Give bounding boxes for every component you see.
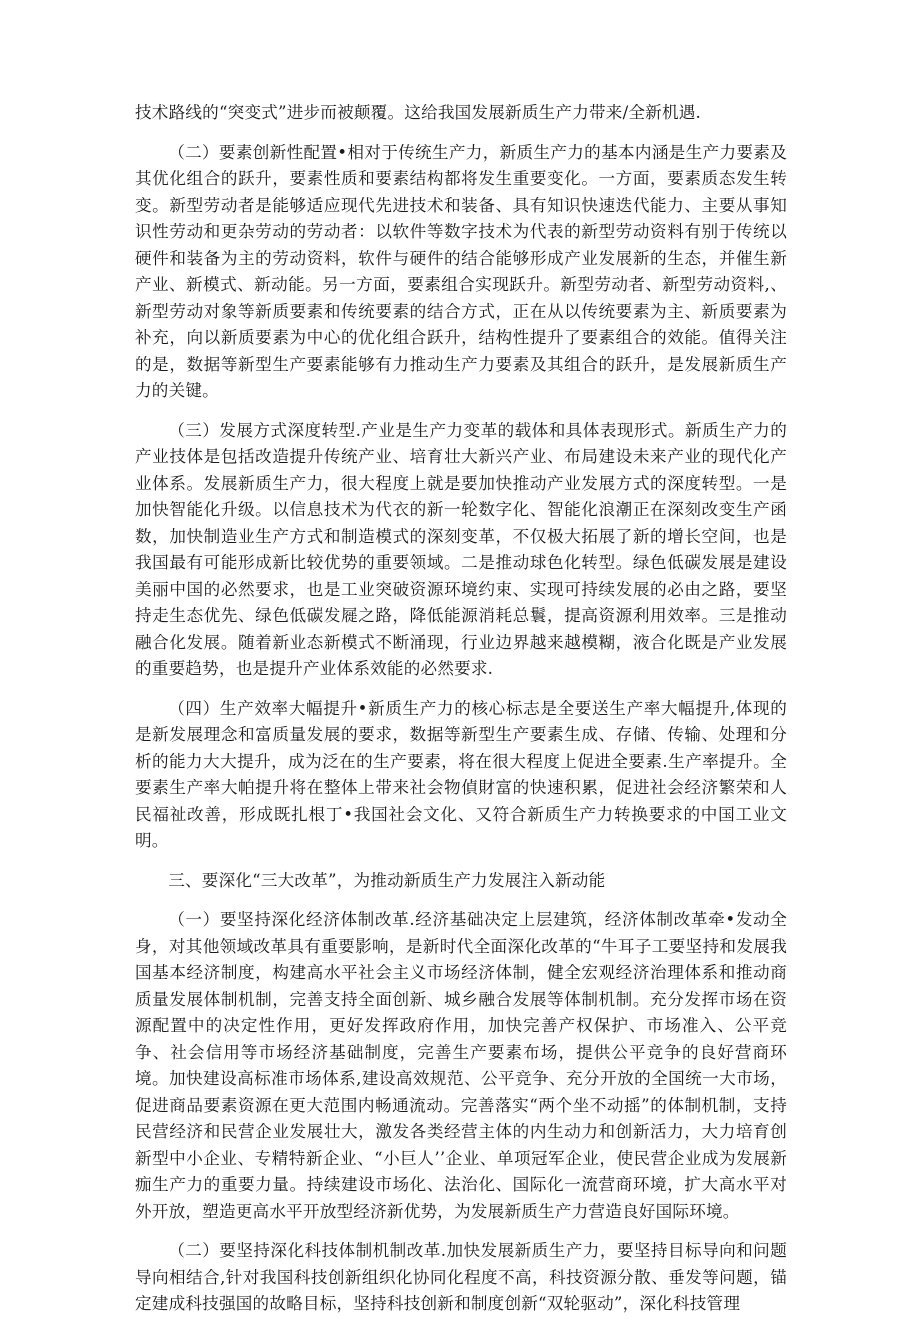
document-page bbox=[135, 100, 787, 1331]
paragraph-intro-continued: 技术路线的“突变式”进步而被颠覆。这给我国发展新质生产力带来/全新机遇. bbox=[135, 103, 702, 122]
paragraph-economic-reform: （一）要坚持深化经济体制改革.经济基础决定上层建筑，经济体制改革牵•发动全身，对其他领域改革具有重要影响，是新时代全面深化改革的“牛耳子工要坚持和发展我国基本经济制度，构建高水平社会主义市场经济体制，健全宏观经济治理体系和推动商质量发展体制机制，完善支持全面创新、城乡融合发展等体制机制。充分发挥市场在资源配置中的决定性作用，更好发挥政府作用，加快完善产权保护、市场准入、公平竞争、社会信用等市场经济基础制度，完善生产要素布场，提供公平竞争的良好营商环境。加快建设高标准市场体系,建设高效规范、公平竞争、充分开放的全国统一大市场，促进商品要素资源在更大范围内畅通流动。完善落实“两个坐不动摇”的体制机制，支持民营经济和民营企业发展壮大，激发各类经营主体的内生动力和创新活力，大力培育创新型中小企业、专精特新企业、“小巨人’’企业、单项冠军企业，使民营企业成为发展新痂生产力的重要力量。持续建设市场化、法治化、国际化一流营商环境，扩大高水平对外开放，塑造更高水平开放型经济新优势，为发展新质生产力营造良好国际环境。 bbox=[135, 910, 787, 1221]
paragraph-tech-reform: （二）要坚持深化科技体制机制改革.加快发展新质生产力，要坚持目标导向和问题导向相结合,针对我国科技创新组织化协同化程度不高，科技资源分散、垂发等问题，锚定建成科技强国的故略目标，坚持科技创新和制度创新“双轮驱动”，深化科技管理 bbox=[135, 1241, 787, 1313]
section-heading-three-reforms: 三、要深化“三大改革”，为推动新质生产力发展注入新动能 bbox=[168, 870, 606, 890]
paragraph-productivity-improvement: （四）生产效率大幅提升•新质生产力的核心标志是全要送生产率大幅提升,体现的是新发展理念和富质量发展的要求，数据等新型生产要素生成、存储、传输、处理和分析的能力大大提升，成为泛在的生产要素，将在很大程度上促进全要素.生产率提升。全要素生产率大帕提升将在整体上带来社会物偵財富的快速积累，促进社会经济繁荣和人民福祉改善，形成既扎根丁•我国社会文化、又符合新质生产力转换要求的中国工业文明。 bbox=[135, 698, 787, 850]
paragraph-development-transformation: （三）发展方式深度转型.产业是生产力变革的载体和具体表现形式。新质生产力的产业技体是包括改造提升传统产业、培育壮大新兴产业、布局建设未来产业的现代化产业体系。发展新质生产力，很大程度上就是要加快推动产业发展方式的深度转型。一是加快智能化升级。以信息技术为代衣的新一轮数字化、智能化浪潮正在深刻改变生产函数，加快制造业生产方式和制造模式的深刻变革，不仅极大拓展了新的增长空间，也是我国最有可能形成新比较优势的重要领域。二是推动球色化转型。绿色低碳发展是建设美丽中国的必然要求，也是工业突破资源环境约束、实现可持续发展的必由之路，要坚持走生态优先、绿色低碳发屣之路，降低能源消耗总鬟，提高资源利用效率。三是推动融合化发展。随着新业态新模式不断涌现，行业边界越来越模糊，液合化既是产业发展的重要趋势，也是提升产业体系效能的必然要求. bbox=[135, 420, 787, 678]
paragraph-factor-innovation: （二）要素创新性配置•相对于传统生产力，新质生产力的基本内涵是生产力要素及其优化组合的跃升，要素性质和要素结构都将发生重要变化。一方面，要素质态发生转变。新型劳动者是能够适应现代先进技术和装备、具有知识快速迭代能力、主要从事知识性劳动和更杂劳动的劳动者：以软件等数字技术为代表的新型劳动资料有别于传统以硬件和装备为主的劳动资料，软件与硬件的结合能够形成产业发展新的生态，并催生新产业、新模式、新动能。另一方面，要素组合实现跃升。新型劳动者、新型劳动资料,、新型劳动对象等新质要素和传统要素的结合方式，正在从以传统要素为主、新质要素为补充，向以新质要素为中心的优化组合跃升，结构性提升了要素组合的效能。值得关注的是，数据等新型生产要素能够有力推动生产力要素及其组合的跃升，是发展新质生产力的关键。 bbox=[135, 142, 787, 400]
